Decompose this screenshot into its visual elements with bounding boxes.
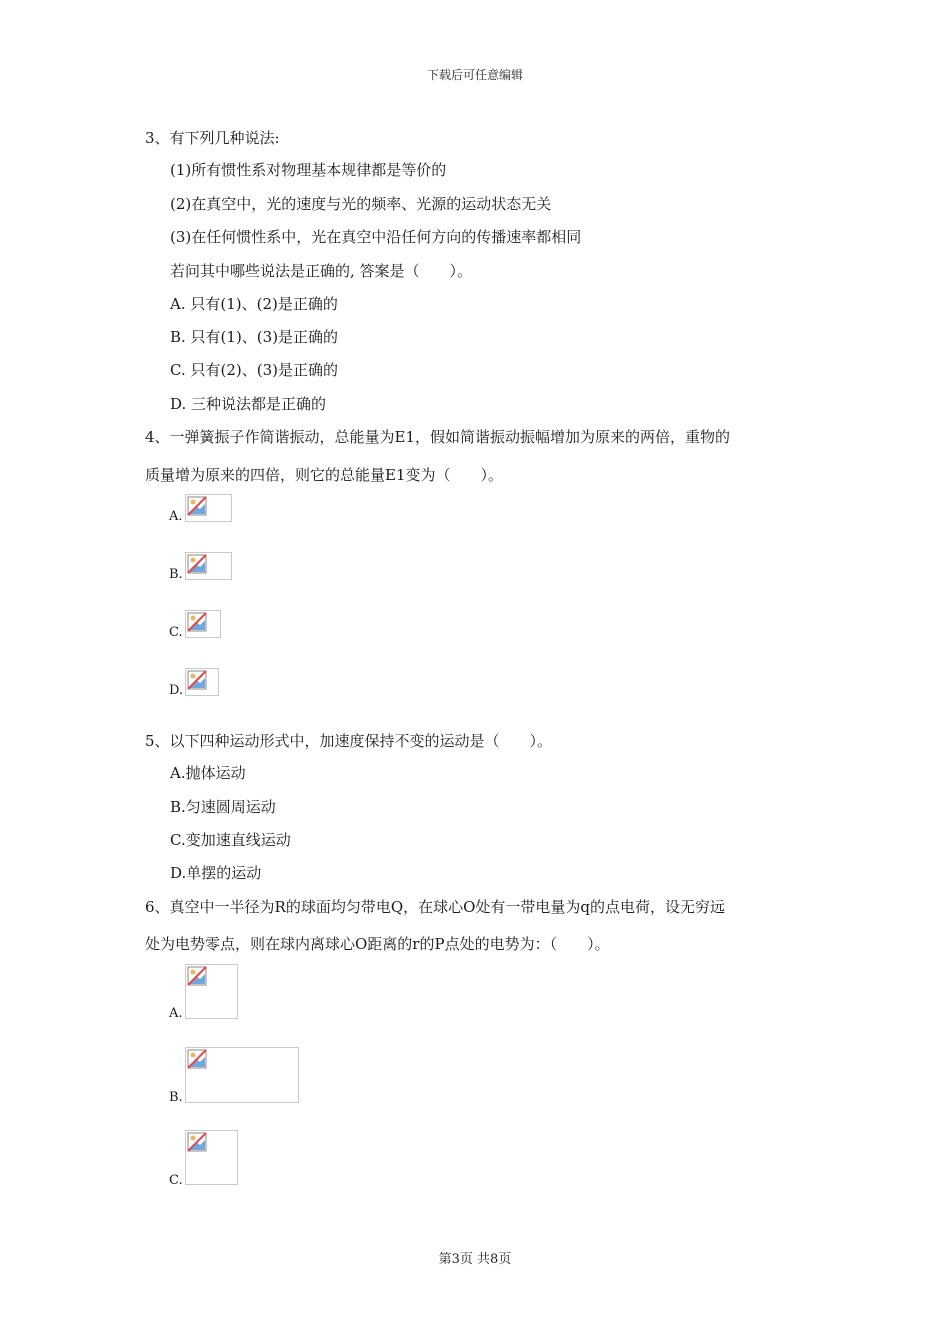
q6-stem-line1: 6、真空中一半径为R的球面均匀带电Q，在球心O处有一带电量为q的点电荷，设无穷远 bbox=[145, 898, 726, 916]
broken-image-icon bbox=[187, 496, 207, 516]
q6-option-b-label: B. bbox=[169, 1090, 183, 1105]
q3-option-b: B. 只有(1)、(3)是正确的 bbox=[170, 328, 339, 346]
broken-image-icon bbox=[187, 554, 207, 574]
q3-stem: 3、有下列几种说法: bbox=[145, 129, 280, 147]
q3-prompt: 若问其中哪些说法是正确的, 答案是（ ）。 bbox=[170, 262, 473, 280]
broken-image-icon bbox=[187, 612, 207, 632]
q3-statement-1: (1)所有惯性系对物理基本规律都是等价的 bbox=[170, 161, 447, 179]
q6-stem-line2: 处为电势零点，则在球内离球心O距离的r的P点处的电势为：（ ）。 bbox=[145, 935, 610, 953]
q4-option-b-label: B. bbox=[169, 567, 183, 582]
q6-option-a-image bbox=[185, 964, 238, 1019]
q5-option-b: B.匀速圆周运动 bbox=[170, 798, 276, 816]
q4-option-d-label: D. bbox=[169, 683, 184, 698]
broken-image-icon bbox=[187, 670, 207, 690]
q3-option-c: C. 只有(2)、(3)是正确的 bbox=[170, 361, 338, 379]
q4-option-d-image bbox=[185, 668, 219, 696]
page-header: 下载后可任意编辑 bbox=[426, 68, 523, 82]
q3-option-a: A. 只有(1)、(2)是正确的 bbox=[170, 295, 338, 313]
broken-image-icon bbox=[187, 1049, 207, 1069]
q4-option-c-label: C. bbox=[169, 625, 183, 640]
q6-option-b-image bbox=[185, 1047, 299, 1103]
q3-option-d: D. 三种说法都是正确的 bbox=[170, 395, 327, 413]
q5-stem: 5、以下四种运动形式中，加速度保持不变的运动是（ ）。 bbox=[145, 732, 553, 750]
page-footer: 第3页 共8页 bbox=[438, 1252, 512, 1267]
broken-image-icon bbox=[187, 1132, 207, 1152]
q6-option-c-image bbox=[185, 1130, 238, 1185]
q4-option-a-label: A. bbox=[169, 509, 183, 524]
q4-option-a-image bbox=[185, 494, 232, 522]
q6-option-c-label: C. bbox=[169, 1173, 183, 1188]
q3-statement-3: (3)在任何惯性系中，光在真空中沿任何方向的传播速率都相同 bbox=[170, 228, 582, 246]
broken-image-icon bbox=[187, 966, 207, 986]
q4-stem-line1: 4、一弹簧振子作简谐振动，总能量为E1，假如简谐振动振幅增加为原来的两倍，重物的 bbox=[145, 428, 731, 446]
q5-option-a: A.抛体运动 bbox=[170, 764, 246, 782]
q6-option-a-label: A. bbox=[169, 1006, 183, 1021]
q5-option-c: C.变加速直线运动 bbox=[170, 831, 291, 849]
q4-option-c-image bbox=[185, 610, 221, 638]
q4-stem-line2: 质量增为原来的四倍，则它的总能量E1变为（ ）。 bbox=[145, 466, 503, 484]
q5-option-d: D.单摆的运动 bbox=[170, 864, 262, 882]
q3-statement-2: (2)在真空中，光的速度与光的频率、光源的运动状态无关 bbox=[170, 195, 552, 213]
q4-option-b-image bbox=[185, 552, 232, 580]
